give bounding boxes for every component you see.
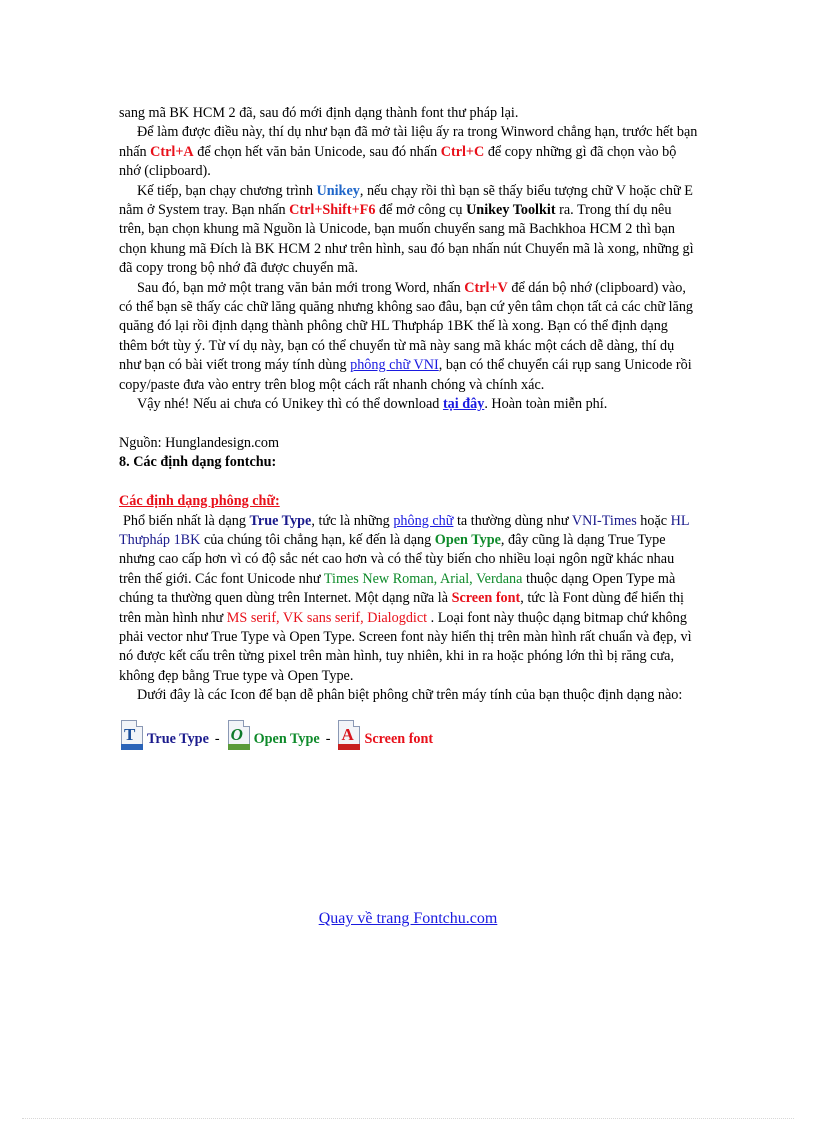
text-span: , bạn có thể chuyển cái rụp sang Unicode rồi copy/paste đưa vào entry trên blog một cách rất nhanh chóng và chính xác. <box>119 357 692 393</box>
screenfont-font-list: MS serif, VK sans serif, Dialogdict <box>226 609 428 626</box>
font-link[interactable]: phông chữ <box>393 512 454 529</box>
shortcut-ctrl-a: Ctrl+A <box>150 143 194 160</box>
text-span: ta thường dùng như <box>453 512 572 529</box>
page-bottom-divider <box>22 1118 794 1119</box>
paragraph-7: Dưới đây là các Icon để bạn dễ phân biệt phông chữ trên máy tính của bạn thuộc định dạng nào: <box>137 687 683 704</box>
text-span: hoặc <box>636 512 671 529</box>
text-span: để mở công cụ <box>375 202 467 219</box>
shortcut-ctrl-c: Ctrl+C <box>440 143 485 160</box>
spacer <box>119 415 699 434</box>
paragraph-4 <box>119 279 699 395</box>
truetype-label: True Type <box>147 731 209 748</box>
hl-thuphap-font: HL Thưpháp 1BK <box>119 512 690 548</box>
truetype-glyph: T <box>124 724 136 744</box>
text-span: , tức là những <box>311 512 394 529</box>
opentype-icon <box>226 720 252 750</box>
paragraph-6 <box>119 512 699 687</box>
opentype-font-list: Times New Roman, Arial, Verdana <box>323 570 523 587</box>
font-formats-heading: Các định dạng phông chữ: <box>119 493 280 510</box>
text-span: của chúng tôi chẳng hạn, kế đến là dạng <box>200 531 435 548</box>
unikey-name: Unikey <box>316 182 360 199</box>
vni-font-link[interactable]: phông chữ VNI <box>350 357 439 374</box>
truetype-term: True Type <box>249 512 312 529</box>
document-body <box>119 104 699 750</box>
opentype-glyph: O <box>230 724 243 744</box>
text-span: Vậy nhé! Nếu ai chưa có Unikey thì có thể download <box>137 396 443 413</box>
paragraph-1: sang mã BK HCM 2 đã, sau đó mới định dạng thành font thư pháp lại. <box>119 105 519 121</box>
shortcut-ctrl-shift-f6: Ctrl+Shift+F6 <box>289 202 376 219</box>
opentype-term: Open Type <box>434 531 501 548</box>
text-span: Kế tiếp, bạn chạy chương trình <box>137 182 317 199</box>
text-span: để dán bộ nhớ (clipboard) vào, có thể bạn sẽ thấy các chữ lăng quăng nhưng không sao đâu, bạn cứ yên tâm chọn tất cả các chữ lăng quăng đó lại rồi định dạng thành phông chữ HL Thưpháp 1BK thế là xong. Bạn có thể định dạng thêm bớt tùy ý. Từ ví dụ này, bạn có thể chuyển từ mã này sang mã khác một cách dễ dàng, thí dụ như bạn có bài viết trong máy tính dùng <box>119 279 694 374</box>
text-span: ra. Trong thí dụ nêu trên, bạn chọn khung mã Nguồn là Unicode, bạn muốn chuyển sang mã Bachkhoa HCM 2 thì bạn chọn khung mã Đích là BK HCM 2 như trên hình, sau đó bạn nhấn nút Chuyển mã là xong, những gì đã copy trong bộ nhớ đã được chuyển mã. <box>119 202 694 277</box>
download-link[interactable]: tại đây <box>442 396 485 413</box>
text-span: Sau đó, bạn mở một trang văn bản mới trong Word, nhấn <box>137 279 465 296</box>
separator-dash: - <box>214 731 220 748</box>
separator-dash: - <box>325 731 331 748</box>
text-span: Để làm được điều này, thí dụ như bạn đã mở tài liệu ấy ra trong Winword chẳng hạn, trước hết bạn nhấn <box>119 124 698 160</box>
text-span: thuộc dạng Open Type mà chúng ta thường quen dùng trên Internet. Một dạng nữa là <box>119 570 676 607</box>
text-span: , tức là Font dùng để hiển thị trên màn hình như <box>119 590 684 626</box>
opentype-label: Open Type <box>253 731 320 748</box>
vni-times-font: VNI-Times <box>571 512 637 529</box>
truetype-icon <box>119 720 145 750</box>
text-span: , đây cũng là dạng True Type nhưng cao cấp hơn vì có độ sắc nét cao hơn và có thể tùy biến cho nhiều loại ngôn ngữ khác nhau trên thế giới. Các font Unicode như <box>119 531 675 587</box>
unikey-toolkit-name: Unikey Toolkit <box>466 202 556 219</box>
text-span: để copy những gì đã chọn vào bộ nhớ (clipboard). <box>119 143 677 180</box>
source-line: Nguồn: Hunglandesign.com <box>119 434 279 451</box>
spacer <box>119 473 699 492</box>
shortcut-ctrl-v: Ctrl+V <box>464 279 508 296</box>
paragraph-3 <box>119 182 699 279</box>
paragraph-2 <box>119 123 699 181</box>
text-span: để chọn hết văn bản Unicode, sau đó nhấn <box>193 143 441 160</box>
text-span: . Hoàn toàn miễn phí. <box>484 396 608 413</box>
back-to-fontchu-link[interactable]: Quay về trang Fontchu.com <box>318 910 498 927</box>
text-span: , nếu chạy rồi thì bạn sẽ thấy biểu tượng chữ V hoặc chữ E nằm ở System tray. Bạn nhấn <box>119 182 693 219</box>
font-type-icons <box>119 712 699 750</box>
text-span: Phổ biến nhất là dạng <box>123 512 250 529</box>
screenfont-icon <box>336 720 362 750</box>
section-heading: 8. Các định dạng fontchu: <box>119 454 277 471</box>
paragraph-5 <box>119 395 699 414</box>
screenfont-term: Screen font <box>451 590 521 607</box>
footer <box>0 910 816 928</box>
text-span: . Loại font này thuộc dạng bitmap chứ không phải vector như True Type và Open Type. Screen font này hiển thị trên màn hình rất chuẩn và đẹp, vì nó được kết cấu trên từng pixel trên màn hình, tuy nhiên, khi in ra hoặc phóng lớn thì bị răng cưa, không đẹp bằng True type và Open Type. <box>119 609 692 684</box>
screenfont-glyph: A <box>341 724 354 744</box>
screenfont-label: Screen font <box>364 731 434 748</box>
